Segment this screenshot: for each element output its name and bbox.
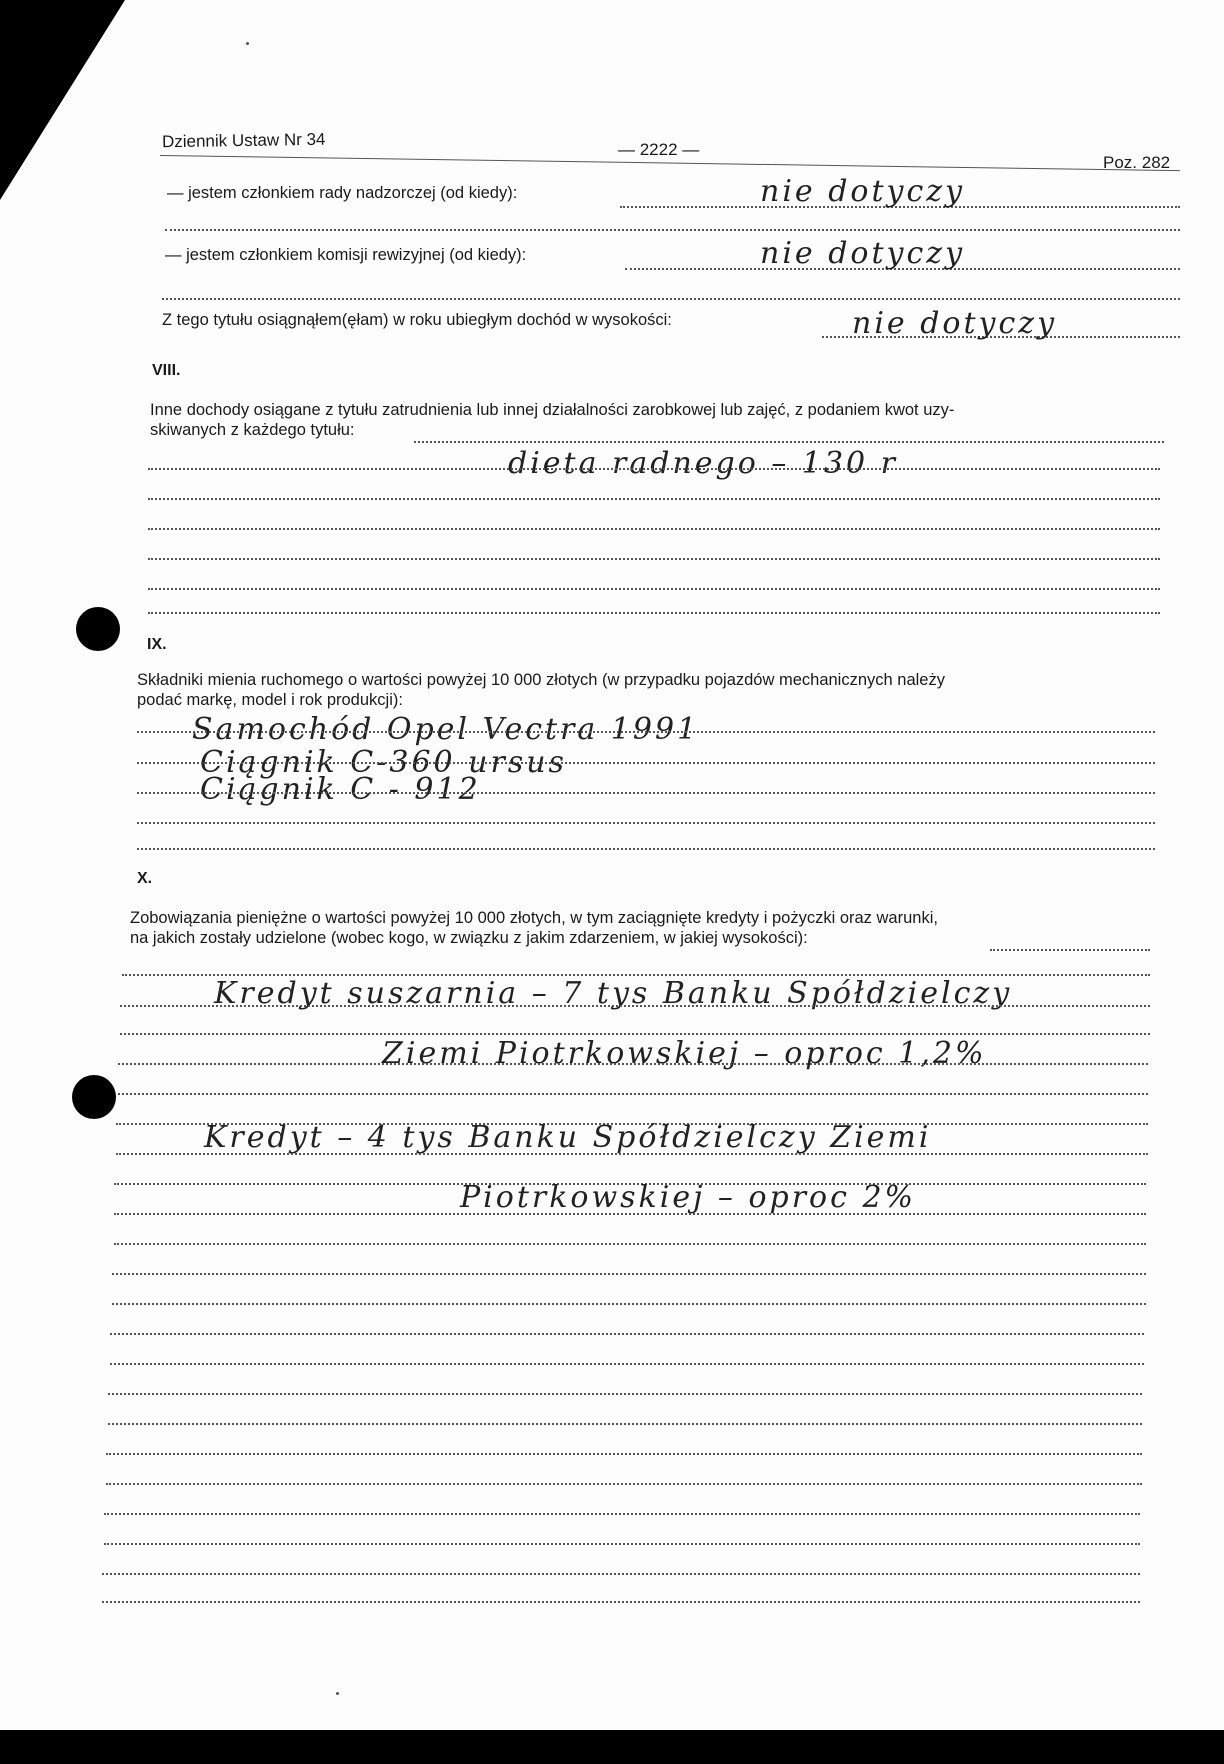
dotted-line xyxy=(120,1033,1150,1035)
liabilities-answer-1: Kredyt suszarnia – 7 tys Banku Spółdzielczy xyxy=(214,976,1013,1011)
dotted-line xyxy=(148,528,1160,530)
section-viii-text-2: skiwanych z każdego tytułu: xyxy=(150,421,355,439)
dotted-line xyxy=(120,1005,1150,1007)
punch-hole-upper xyxy=(76,607,120,651)
dotted-line xyxy=(110,1333,1144,1335)
income-from-title-answer: nie dotyczy xyxy=(852,306,1058,341)
movable-assets-answer-3: Ciągnik C - 912 xyxy=(200,772,481,807)
section-x-text-1: Zobowiązania pieniężne o wartości powyżej 10 000 złotych, w tym zaciągnięte kredyty i pożyczki oraz warunki, xyxy=(130,909,938,927)
dotted-line xyxy=(108,1393,1142,1395)
movable-assets-answer-2: Ciągnik C-360 ursus xyxy=(200,745,567,780)
dotted-line xyxy=(990,949,1150,951)
dotted-line xyxy=(112,1303,1146,1305)
dotted-line xyxy=(118,1063,1148,1065)
section-ix-text-1: Składniki mienia ruchomego o wartości powyżej 10 000 złotych (w przypadku pojazdów mechanicznych należy xyxy=(137,671,945,689)
supervisory-board-label: — jestem członkiem rady nadzorczej (od kiedy): xyxy=(167,184,518,202)
dotted-line xyxy=(102,1601,1140,1603)
dotted-line xyxy=(414,441,1164,443)
journal-title: Dziennik Ustaw Nr 34 xyxy=(161,129,326,152)
liabilities-answer-3: Kredyt – 4 tys Banku Spółdzielczy Ziemi xyxy=(204,1120,932,1155)
dotted-line xyxy=(118,1093,1148,1095)
section-ix-heading: IX. xyxy=(147,636,167,653)
other-income-answer: dieta radnego – 130 r xyxy=(508,446,899,481)
supervisory-board-answer: nie dotyczy xyxy=(760,174,966,209)
scan-bottom-edge xyxy=(0,1730,1224,1764)
dotted-line xyxy=(148,588,1160,590)
position-number: Poz. 282 xyxy=(1103,153,1171,172)
dotted-line xyxy=(165,229,1180,231)
dotted-line xyxy=(104,1543,1140,1545)
dotted-line xyxy=(116,1153,1148,1155)
scan-speck xyxy=(336,1692,339,1695)
movable-assets-answer-1: Samochód Opel Vectra 1991 xyxy=(192,712,700,747)
section-ix-text-2: podać markę, model i rok produkcji): xyxy=(137,691,403,709)
liabilities-answer-2: Ziemi Piotrkowskiej – oproc 1,2% xyxy=(382,1036,987,1071)
audit-committee-label: — jestem członkiem komisji rewizyjnej (od kiedy): xyxy=(165,246,527,264)
dotted-line xyxy=(108,1423,1142,1425)
dotted-line xyxy=(148,468,1160,470)
dotted-line xyxy=(114,1243,1146,1245)
dotted-line xyxy=(106,1453,1142,1455)
section-x-heading: X. xyxy=(137,870,153,887)
dotted-line xyxy=(102,1573,1140,1575)
audit-committee-answer: nie dotyczy xyxy=(760,236,966,271)
scan-speck xyxy=(246,42,249,45)
dotted-line xyxy=(137,762,1155,764)
scan-corner-artifact xyxy=(0,0,125,200)
dotted-line xyxy=(137,848,1155,850)
dotted-line xyxy=(162,298,1180,300)
dotted-line xyxy=(148,498,1160,500)
page-number: — 2222 — xyxy=(618,140,700,159)
dotted-line xyxy=(148,558,1160,560)
income-from-title-label: Z tego tytułu osiągnąłem(ęłam) w roku ubiegłym dochód w wysokości: xyxy=(162,311,672,329)
dotted-line xyxy=(112,1273,1146,1275)
dotted-line xyxy=(137,822,1155,824)
dotted-line xyxy=(106,1483,1142,1485)
dotted-line xyxy=(104,1513,1140,1515)
section-x-text-2: na jakich zostały udzielone (wobec kogo, w związku z jakim zdarzeniem, w jakiej wysokości): xyxy=(130,929,808,947)
dotted-line xyxy=(148,612,1160,614)
dotted-line xyxy=(110,1363,1144,1365)
dotted-line xyxy=(114,1213,1146,1215)
dotted-line xyxy=(137,792,1155,794)
section-viii-text-1: Inne dochody osiągane z tytułu zatrudnienia lub innej działalności zarobkowej lub zajęć, z podaniem kwot uzy- xyxy=(150,401,955,419)
section-viii-heading: VIII. xyxy=(152,362,181,379)
punch-hole-lower xyxy=(72,1075,116,1119)
liabilities-answer-4: Piotrkowskiej – oproc 2% xyxy=(460,1180,917,1215)
dotted-line xyxy=(137,731,1155,733)
